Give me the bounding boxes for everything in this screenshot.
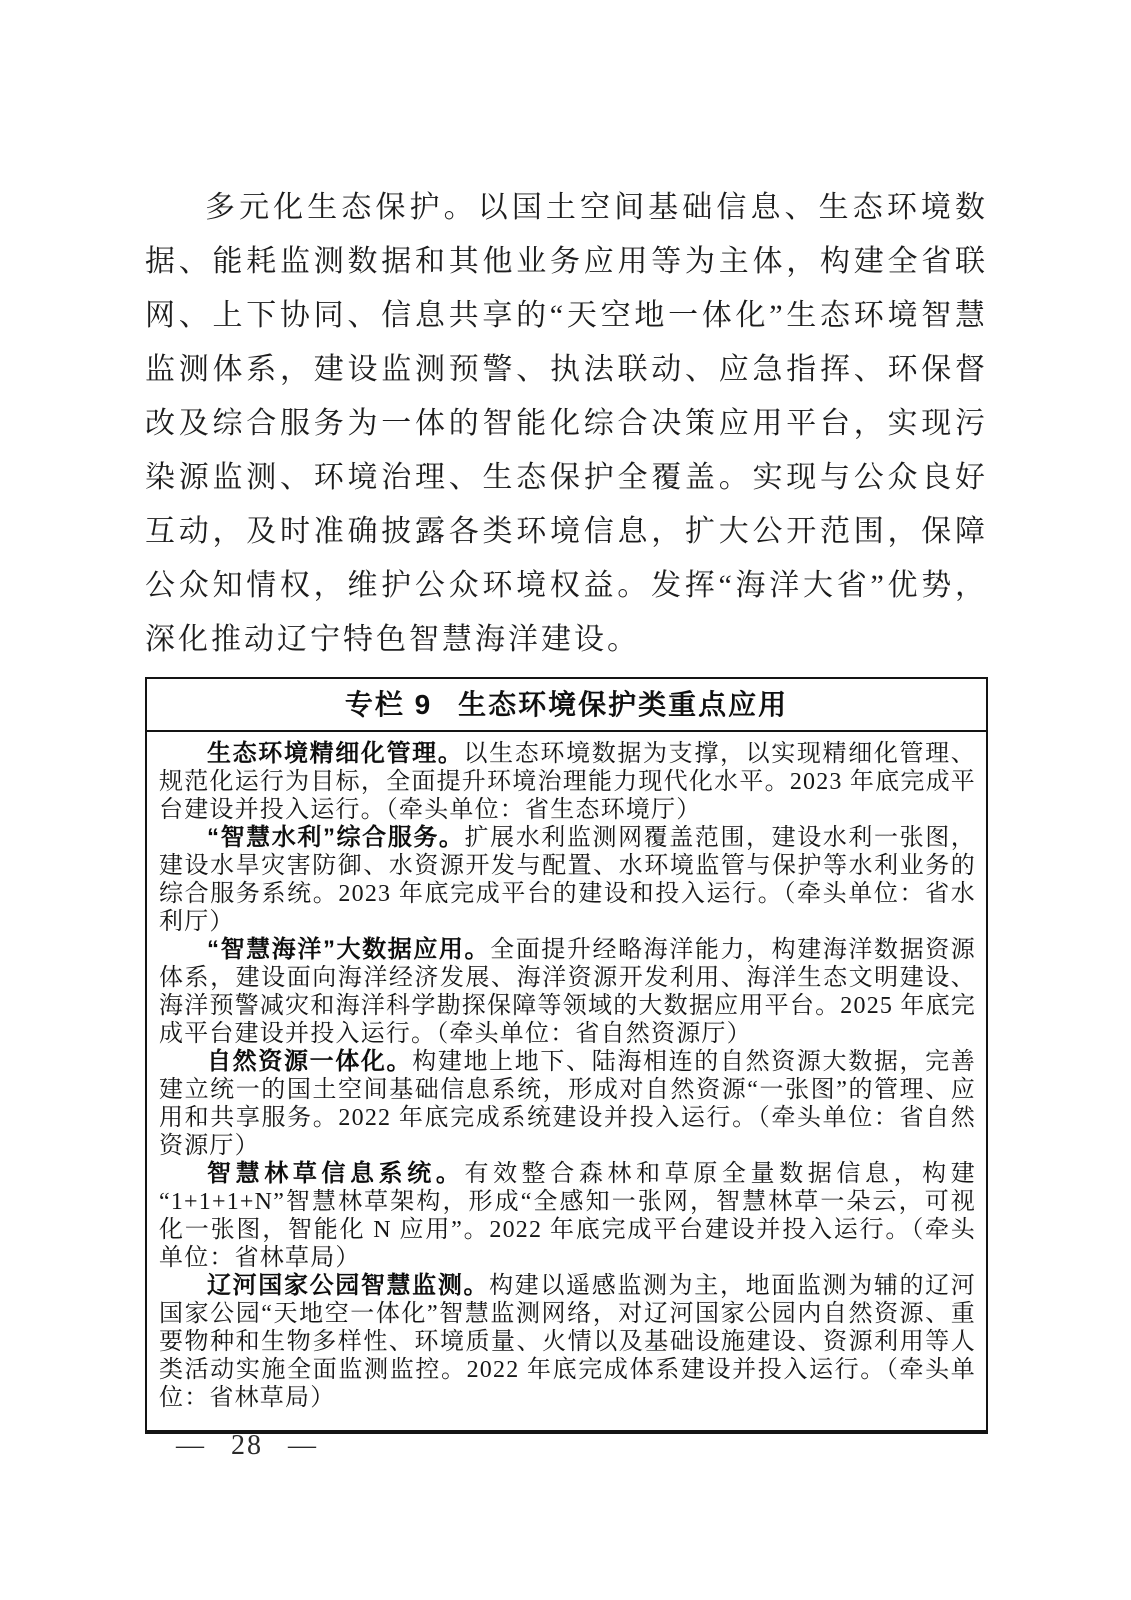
- page-number: — 28 —: [176, 1430, 318, 1461]
- panel-item-lead: 自然资源一体化。: [207, 1048, 413, 1075]
- panel-item-text: 构建地上地下、陆海相连的自然资源大数据，完善建立统一的国土空间基础信息系统，形成对自然资源“一张图”的管理、应用和共享服务。2022 年底完成系统建设并投入运行。（牵头单位：省自然资源厅）: [159, 1049, 976, 1159]
- panel-title: 生态环境保护类重点应用: [458, 689, 789, 720]
- panel-item-lead: 智慧林草信息系统。: [207, 1160, 465, 1187]
- panel-item-text: 有效整合森林和草原全量数据信息，构建“1+1+1+N”智慧林草架构，形成“全感知一张网，智慧林草一朵云，可视化一张图，智能化 N 应用”。2022 年底完成平台建设并投入运行。（牵头单位：省林草局）: [159, 1161, 976, 1271]
- body-paragraph: 多元化生态保护。以国土空间基础信息、生态环境数据、能耗监测数据和其他业务应用等为主体，构建全省联网、上下协同、信息共享的“天空地一体化”生态环境智慧监测体系，建设监测预警、执法联动、应急指挥、环保督改及综合服务为一体的智能化综合决策应用平台，实现污染源监测、环境治理、生态保护全覆盖。实现与公众良好互动，及时准确披露各类环境信息，扩大公开范围，保障公众知情权，维护公众环境权益。发挥“海洋大省”优势，深化推动辽宁特色智慧海洋建设。: [145, 191, 988, 656]
- panel-item-text: 以生态环境数据为支撑，以实现精细化管理、规范化运行为目标，全面提升环境治理能力现代化水平。2023 年底完成平台建设并投入运行。（牵头单位：省生态环境厅）: [159, 741, 977, 823]
- panel-item-text: 构建以遥感监测为主，地面监测为辅的辽河国家公园“天地空一体化”智慧监测网络，对辽河国家公园内自然资源、重要物种和生物多样性、环境质量、火情以及基础设施建设、资源利用等人类活动实施全面监测监控。2022 年底完成体系建设并投入运行。（牵头单位：省林草局）: [159, 1273, 976, 1411]
- panel-item: [159, 824, 976, 936]
- panel-item-text: 扩展水利监测网覆盖范围，建设水利一张图，建设水旱灾害防御、水资源开发与配置、水环境监管与保护等水利业务的综合服务系统。2023 年底完成平台的建设和投入运行。（牵头单位：省水利厅）: [159, 825, 977, 935]
- panel-label: 专栏 9: [344, 689, 433, 720]
- panel-item-lead: “智慧海洋”大数据应用。: [207, 936, 491, 963]
- highlight-panel: [145, 677, 988, 1434]
- panel-item-lead: 生态环境精细化管理。: [207, 740, 464, 767]
- panel-item-lead: “智慧水利”综合服务。: [207, 824, 465, 851]
- panel-item-text: 全面提升经略海洋能力，构建海洋数据资源体系，建设面向海洋经济发展、海洋资源开发利用、海洋生态文明建设、海洋预警减灾和海洋科学勘探保障等领域的大数据应用平台。2025 年底完成平台建设并投入运行。（牵头单位：省自然资源厅）: [159, 937, 976, 1047]
- panel-item: [159, 1048, 976, 1160]
- panel-body: [147, 732, 986, 1430]
- panel-item-lead: 辽河国家公园智慧监测。: [207, 1272, 490, 1299]
- panel-item: [159, 1272, 976, 1412]
- panel-item: [159, 936, 976, 1048]
- panel-item: [159, 740, 976, 824]
- panel-header: [147, 679, 986, 732]
- panel-item: [159, 1160, 976, 1272]
